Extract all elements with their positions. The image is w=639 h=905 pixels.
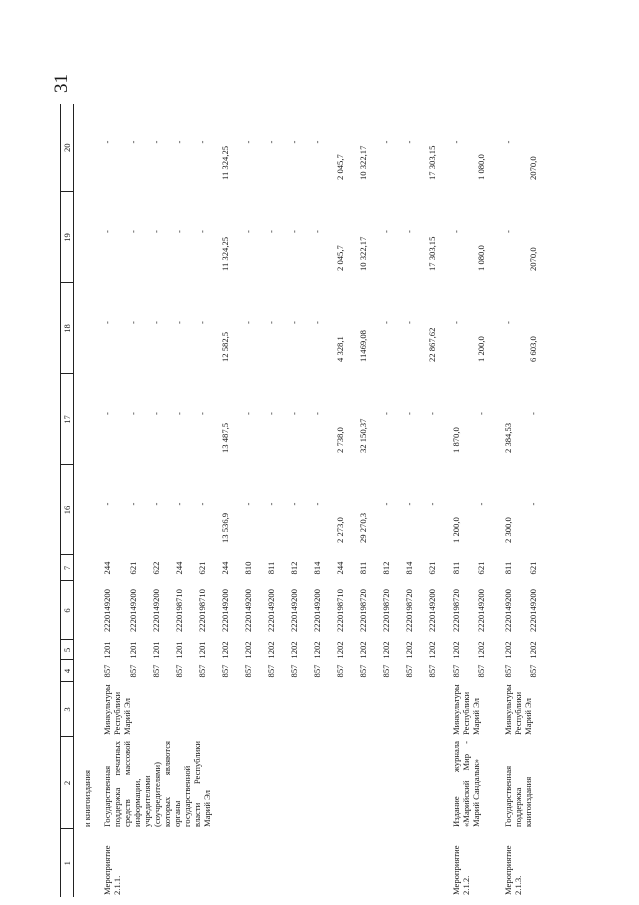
table-cell: 2220149200 — [427, 589, 437, 632]
measure-2-1-1-executor: Минкультуры Республики Марий Эл — [102, 684, 132, 735]
table-cell: - — [289, 140, 299, 144]
table-cell: 1202 — [381, 641, 391, 659]
table-cell: - — [197, 412, 207, 415]
table-cell: 29 270,3 — [358, 512, 368, 543]
table-cell: - — [266, 321, 276, 324]
table-cell: - — [197, 321, 207, 324]
table-cell: 857 — [503, 664, 513, 678]
table-cell: 22 867,62 — [427, 327, 437, 362]
table-cell: 1 200,0 — [476, 336, 486, 362]
column-header: 7 — [61, 555, 74, 581]
table-cell: 2 738,0 — [335, 427, 345, 453]
column-header: 6 — [61, 581, 74, 640]
table-cell: - — [266, 140, 276, 144]
table-cell: - — [243, 321, 253, 324]
table-cell: - — [451, 321, 461, 324]
table-cell: 1202 — [266, 641, 276, 659]
table-cell: - — [102, 321, 112, 324]
table-cell: - — [528, 502, 538, 506]
table-cell: 11 324,25 — [220, 145, 230, 180]
column-header: 5 — [61, 640, 74, 660]
table-cell: 17 303,15 — [427, 145, 437, 180]
table-cell: - — [404, 230, 414, 233]
table-cell: 812 — [289, 561, 299, 575]
table-cell: 1202 — [243, 641, 253, 659]
table-cell: - — [174, 230, 184, 233]
table-cell: 1202 — [427, 641, 437, 659]
table-cell: - — [197, 502, 207, 506]
table-cell: 810 — [243, 561, 253, 575]
table-cell: - — [312, 321, 322, 324]
table-cell: - — [427, 502, 437, 506]
table-cell: 4 328,1 — [335, 336, 345, 362]
table-cell: - — [102, 412, 112, 415]
table-cell: 2070,0 — [528, 247, 538, 271]
table-cell: 2 045,7 — [335, 245, 345, 271]
table-cell: 1 200,0 — [451, 517, 461, 543]
table-cell: - — [151, 230, 161, 233]
table-cell: 1202 — [220, 641, 230, 659]
table-cell: - — [266, 502, 276, 506]
table-cell: - — [503, 140, 513, 144]
measure-2-1-1-code: Мероприятие 2.1.1. — [102, 845, 122, 895]
table-cell: - — [381, 140, 391, 144]
table-cell: 857 — [451, 664, 461, 678]
table-cell: - — [128, 230, 138, 233]
table-cell: - — [174, 502, 184, 506]
measure-2-1-3-executor: Минкультуры Республики Марий Эл — [503, 684, 533, 735]
table-cell: - — [404, 140, 414, 144]
table-cell: 857 — [243, 664, 253, 678]
table-cell: 857 — [128, 664, 138, 678]
table-cell: 1202 — [476, 641, 486, 659]
table-cell: - — [151, 502, 161, 506]
table-cell: - — [503, 321, 513, 324]
table-cell: 857 — [476, 664, 486, 678]
table-cell: 2220149200 — [312, 589, 322, 632]
table-cell: 12 582,5 — [220, 331, 230, 362]
table-cell: 2220149200 — [528, 589, 538, 632]
column-header: 4 — [61, 660, 74, 682]
column-header: 19 — [61, 192, 74, 283]
table-cell: - — [312, 140, 322, 144]
table-cell: 1202 — [503, 641, 513, 659]
table-cell: 857 — [289, 664, 299, 678]
table-cell: 244 — [174, 561, 184, 575]
table-cell: 811 — [358, 561, 368, 575]
table-cell: 2220149200 — [151, 589, 161, 632]
table-cell: 857 — [404, 664, 414, 678]
table-cell: - — [266, 230, 276, 233]
table-cell: 2220198710 — [174, 589, 184, 632]
table-cell: 2220149200 — [243, 589, 253, 632]
column-header: 16 — [61, 465, 74, 555]
column-header: 2 — [61, 737, 74, 829]
table-cell: - — [381, 230, 391, 233]
table-cell: 857 — [151, 664, 161, 678]
table-cell: - — [427, 412, 437, 415]
table-cell: 1201 — [151, 641, 161, 659]
table-cell: 6 603,0 — [528, 336, 538, 362]
table-cell: 857 — [102, 664, 112, 678]
table-cell: 857 — [266, 664, 276, 678]
table-cell: 1202 — [358, 641, 368, 659]
table-cell: - — [174, 412, 184, 415]
table-cell: 811 — [451, 561, 461, 575]
table-cell: - — [312, 230, 322, 233]
table-cell: - — [289, 412, 299, 415]
table-cell: - — [197, 230, 207, 233]
table-cell: - — [102, 502, 112, 506]
table-cell: 2220198710 — [197, 589, 207, 632]
table-cell: 2220149200 — [220, 589, 230, 632]
table-cell: - — [128, 502, 138, 506]
table-cell: - — [243, 230, 253, 233]
table-row — [447, 104, 473, 897]
table-cell: - — [151, 140, 161, 144]
table-row — [499, 104, 525, 897]
table-cell: 857 — [220, 664, 230, 678]
measure-2-1-3-name: Государственная поддержка книгоиздания — [503, 765, 533, 827]
table-cell: 2220198710 — [335, 589, 345, 632]
table-cell: - — [404, 412, 414, 415]
table-cell: 857 — [174, 664, 184, 678]
table-cell: 2070,0 — [528, 156, 538, 180]
table-cell: - — [243, 140, 253, 144]
table-cell: 1202 — [528, 641, 538, 659]
table-cell: 2220149200 — [102, 589, 112, 632]
table-cell: 1202 — [451, 641, 461, 659]
table-cell: - — [312, 502, 322, 506]
table-cell: 621 — [128, 561, 138, 575]
measure-2-1-2-code: Мероприятие 2.1.2. — [451, 845, 471, 895]
table-cell: 1202 — [289, 641, 299, 659]
table-cell: 244 — [220, 561, 230, 575]
table-cell: 857 — [427, 664, 437, 678]
column-header: 1 — [61, 829, 74, 897]
table-cell: 1202 — [312, 641, 322, 659]
table-cell: 1 870,0 — [451, 427, 461, 453]
table-cell: 1201 — [197, 641, 207, 659]
table-cell: 32 150,37 — [358, 418, 368, 453]
table-cell: - — [289, 230, 299, 233]
table-cell: 857 — [335, 664, 345, 678]
table-cell: 1201 — [128, 641, 138, 659]
table-cell: - — [404, 321, 414, 324]
page-number: 31 — [51, 74, 72, 93]
measure-2-1-1-name: Государственная поддержка печатных средств массовой информации, учредителями (соучредителями) которых являются органы государственной власти Республики Марий Эл — [102, 741, 212, 827]
table-cell: 2220198720 — [404, 589, 414, 632]
table-cell: - — [289, 502, 299, 506]
table-cell: 11469,08 — [358, 330, 368, 362]
table-cell: 621 — [476, 561, 486, 575]
table-cell: - — [476, 502, 486, 506]
table-cell: 2220149200 — [266, 589, 276, 632]
table-cell: 812 — [381, 561, 391, 575]
table-cell: - — [151, 412, 161, 415]
measure-2-1-2-name: Издание журнала «Марийский Мир - Марий Сандалык» — [451, 741, 481, 827]
table-cell: 1202 — [335, 641, 345, 659]
table-cell: 2220198720 — [451, 589, 461, 632]
table-cell: - — [174, 321, 184, 324]
measure-2-1-2-executor: Минкультуры Республики Марий Эл — [451, 684, 481, 735]
table-cell: - — [451, 140, 461, 144]
table-cell: 10 322,17 — [358, 145, 368, 180]
table-cell: 1202 — [404, 641, 414, 659]
table-cell: - — [266, 412, 276, 415]
table-cell: 811 — [266, 561, 276, 575]
table-cell: 814 — [404, 561, 414, 575]
table-cell: - — [381, 412, 391, 415]
column-header: 17 — [61, 374, 74, 465]
table-cell: 2220149200 — [289, 589, 299, 632]
table-cell: - — [381, 321, 391, 324]
table-cell: 13 536,9 — [220, 512, 230, 543]
table-cell: 621 — [427, 561, 437, 575]
table-cell: 2220149200 — [503, 589, 513, 632]
table-cell: - — [174, 140, 184, 144]
table-cell: 2 045,7 — [335, 154, 345, 180]
continuation-row — [74, 104, 99, 897]
table-cell: 857 — [528, 664, 538, 678]
table-cell: 244 — [102, 561, 112, 575]
table-cell: 11 324,25 — [220, 236, 230, 271]
table-cell: - — [451, 230, 461, 233]
table-cell: 2 384,53 — [503, 422, 513, 453]
continuation-text: и книгоиздания — [82, 770, 92, 827]
table-cell: 1201 — [102, 641, 112, 659]
table-cell: - — [243, 412, 253, 415]
table-cell: - — [128, 321, 138, 324]
table-cell: 622 — [151, 561, 161, 575]
table-cell: 2 273,0 — [335, 517, 345, 543]
table-cell: 1 080,0 — [476, 154, 486, 180]
column-header: 18 — [61, 283, 74, 374]
table-cell: 857 — [358, 664, 368, 678]
column-header: 20 — [61, 104, 74, 192]
table-cell: 2 300,0 — [503, 517, 513, 543]
table-cell: - — [381, 502, 391, 506]
table-cell: - — [289, 321, 299, 324]
table-cell: - — [243, 502, 253, 506]
table-cell: - — [503, 230, 513, 233]
table-cell: 811 — [503, 561, 513, 575]
measure-2-1-3-code: Мероприятие 2.1.3. — [503, 845, 523, 895]
table-cell: - — [476, 412, 486, 415]
table-cell: - — [128, 412, 138, 415]
table-row — [98, 104, 125, 897]
header-row — [61, 104, 74, 897]
column-header: 3 — [61, 682, 74, 737]
budget-table — [60, 104, 551, 897]
table-cell: 17 303,15 — [427, 236, 437, 271]
table-cell: - — [528, 412, 538, 415]
table-cell: 857 — [197, 664, 207, 678]
table-cell: 621 — [197, 561, 207, 575]
table-cell: 10 322,17 — [358, 236, 368, 271]
table-cell: 2220149200 — [128, 589, 138, 632]
table-cell: 1 080,0 — [476, 245, 486, 271]
table-cell: 2220198720 — [358, 589, 368, 632]
table-cell: 814 — [312, 561, 322, 575]
table-cell: 857 — [312, 664, 322, 678]
table-cell: 1201 — [174, 641, 184, 659]
table-cell: 857 — [381, 664, 391, 678]
table-cell: - — [404, 502, 414, 506]
table-cell: - — [128, 140, 138, 144]
table-cell: - — [151, 321, 161, 324]
table-cell: - — [197, 140, 207, 144]
table-cell: - — [102, 140, 112, 144]
table-cell: 621 — [528, 561, 538, 575]
table-cell: - — [312, 412, 322, 415]
table-cell: 13 487,5 — [220, 422, 230, 453]
table-cell: - — [102, 230, 112, 233]
table-cell: 2220149200 — [476, 589, 486, 632]
table-cell: 244 — [335, 561, 345, 575]
table-cell: 2220198720 — [381, 589, 391, 632]
